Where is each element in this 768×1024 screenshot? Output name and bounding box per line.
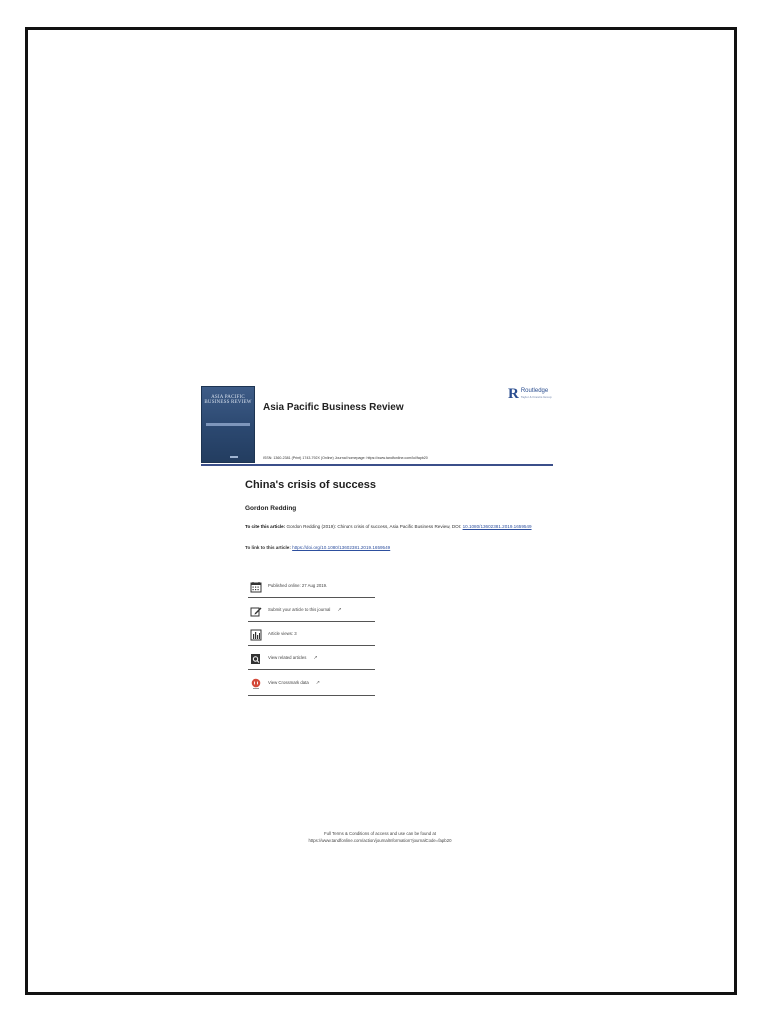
journal-title: Asia Pacific Business Review <box>263 402 404 413</box>
journal-cover <box>201 386 255 463</box>
crossmark-link[interactable]: View Crossmark data <box>268 680 309 685</box>
author-name: Gordon Redding <box>245 505 297 512</box>
routledge-r-icon: R <box>508 386 519 402</box>
header-rule <box>201 464 553 466</box>
crossmark-row[interactable] <box>248 670 375 696</box>
terms-line-2[interactable]: https://www.tandfonline.com/action/journalInformation?journalCode=fapb20 <box>308 838 452 843</box>
publisher-name: Routledge <box>520 388 549 394</box>
views-row <box>248 622 375 646</box>
terms-footer <box>200 830 560 844</box>
article-views: Article views: 3 <box>268 631 297 636</box>
link-label: To link to this article: <box>245 545 291 550</box>
external-link-icon: ↗ <box>337 606 342 613</box>
article-link <box>245 545 545 551</box>
bar-chart-icon <box>250 628 262 640</box>
edit-icon <box>250 604 262 616</box>
submit-link[interactable]: Submit your article to this journal <box>268 607 331 612</box>
published-row <box>248 574 375 598</box>
terms-line-1: Full Terms & Conditions of access and use can be found at <box>324 831 436 836</box>
related-articles-icon <box>250 652 262 664</box>
doi-link[interactable]: 10.1080/13602381.2019.1659549 <box>462 524 532 529</box>
published-date: Published online: 27 Aug 2019. <box>268 583 328 588</box>
article-url-link[interactable]: https://doi.org/10.1080/13602381.2019.1659549 <box>292 545 391 550</box>
cover-title: ASIA PACIFIC BUSINESS REVIEW <box>204 395 252 405</box>
article-title: China's crisis of success <box>245 479 377 491</box>
crossmark-icon <box>250 677 262 689</box>
cite-text: Gordon Redding (2019): China's crisis of success, Asia Pacific Business Review, DOI: <box>286 524 462 529</box>
cite-label: To cite this article: <box>245 524 286 529</box>
article-info-list <box>248 574 375 696</box>
external-link-icon: ↗ <box>313 654 318 661</box>
issn-line: ISSN: 1360-2381 (Print) 1743-792X (Online) Journal homepage: https://www.tandfonline.com/loi/fapb20 <box>263 456 428 460</box>
citation <box>245 524 545 530</box>
submit-row[interactable] <box>248 598 375 622</box>
publisher-logo <box>508 388 552 402</box>
publisher-sub: Taylor & Francis Group <box>520 395 552 399</box>
external-link-icon: ↗ <box>315 679 320 686</box>
related-link[interactable]: View related articles <box>268 655 307 660</box>
page-frame <box>25 27 737 995</box>
related-row[interactable] <box>248 646 375 670</box>
calendar-icon <box>250 580 262 592</box>
